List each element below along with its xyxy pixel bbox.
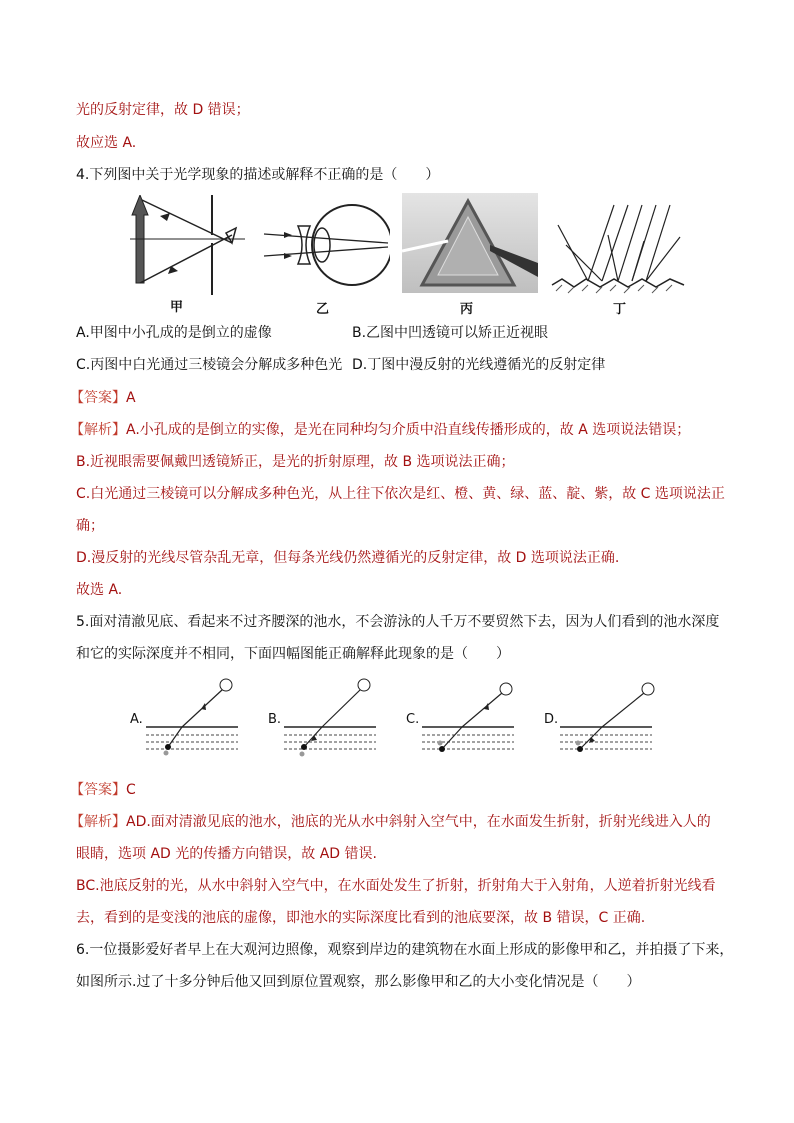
prev-line-2: 故应选 A. xyxy=(76,135,137,151)
pinhole-figure xyxy=(120,195,250,295)
q6-stem-1: 6.一位摄影爱好者早上在大观河边照像，观察到岸边的建筑物在水面上形成的影像甲和乙，并拍摄了下来， xyxy=(76,942,734,958)
q5-stem-2: 和它的实际深度并不相同，下面四幅图能正确解释此现象的是（ ） xyxy=(76,646,510,662)
q5-answer: 【答案】C xyxy=(70,782,136,798)
q5-label-b: B. xyxy=(268,712,282,727)
caption-ding: 丁 xyxy=(613,302,627,317)
caption-jia: 甲 xyxy=(170,300,184,315)
q5-diagram-b xyxy=(284,677,384,762)
q4-stem: 4.下列图中关于光学现象的描述或解释不正确的是（ ） xyxy=(76,167,440,183)
q5-label-c: C. xyxy=(406,712,420,727)
prev-line-1: 光的反射定律，故 D 错误； xyxy=(76,102,250,118)
q5-diagram-c xyxy=(422,677,522,762)
q5-diagram-a xyxy=(146,677,246,762)
q5-diagram-d xyxy=(560,677,660,762)
q6-stem-2: 如图所示.过了十多分钟后他又回到原位置观察，那么影像甲和乙的大小变化情况是（ ） xyxy=(76,974,641,990)
q5-analysis-bc: BC.池底反射的光，从水中斜射入空气中，在水面处发生了折射，折射角大于入射角，人逆着折射光线看 xyxy=(76,878,716,894)
q4-conclusion: 故选 A. xyxy=(76,582,123,598)
q4-analysis-d: D.漫反射的光线尽管杂乱无章，但每条光线仍然遵循光的反射定律，故 D 选项说法正确. xyxy=(76,550,620,566)
q5-label-a: A. xyxy=(130,712,143,727)
q4-analysis-c-cont: 确； xyxy=(76,518,104,534)
q4-option-d: D.丁图中漫反射的光线遵循光的反射定律 xyxy=(352,357,606,373)
q5-stem-1: 5.面对清澈见底、看起来不过齐腰深的池水，不会游泳的人千万不要贸然下去，因为人们看到的池水深度 xyxy=(76,614,720,630)
q5-analysis-bc-cont: 去，看到的是变浅的池底的虚像，即池水的实际深度比看到的池底要深，故 B 错误，C 正确. xyxy=(76,910,646,926)
eye-lens-figure xyxy=(260,198,390,293)
diffuse-reflection-figure xyxy=(548,195,688,295)
caption-bing: 丙 xyxy=(460,302,474,317)
q4-option-c: C.丙图中白光通过三棱镜会分解成多种色光 xyxy=(76,357,343,373)
q4-option-a: A.甲图中小孔成的是倒立的虚像 xyxy=(76,325,272,341)
q4-answer: 【答案】A xyxy=(70,390,136,406)
q4-option-b: B.乙图中凹透镜可以矫正近视眼 xyxy=(352,325,549,341)
q5-analysis-ad-cont: 眼睛，选项 AD 光的传播方向错误，故 AD 错误. xyxy=(76,846,377,862)
q4-analysis-b: B.近视眼需要佩戴凹透镜矫正，是光的折射原理，故 B 选项说法正确； xyxy=(76,454,515,470)
caption-yi: 乙 xyxy=(316,302,330,317)
q4-analysis-c: C.白光通过三棱镜可以分解成多种色光，从上往下依次是红、橙、黄、绿、蓝、靛、紫，故 C 选项说法正 xyxy=(76,486,725,502)
q5-analysis-ad: 【解析】AD.面对清澈见底的池水，池底的光从水中斜射入空气中，在水面发生折射，折射光线进入人的 xyxy=(70,814,711,830)
q5-label-d: D. xyxy=(544,712,559,727)
q4-analysis-a: 【解析】A.小孔成的是倒立的实像，是光在同种均匀介质中沿直线传播形成的，故 A 选项说法错误； xyxy=(70,422,691,438)
prism-figure xyxy=(402,193,538,293)
